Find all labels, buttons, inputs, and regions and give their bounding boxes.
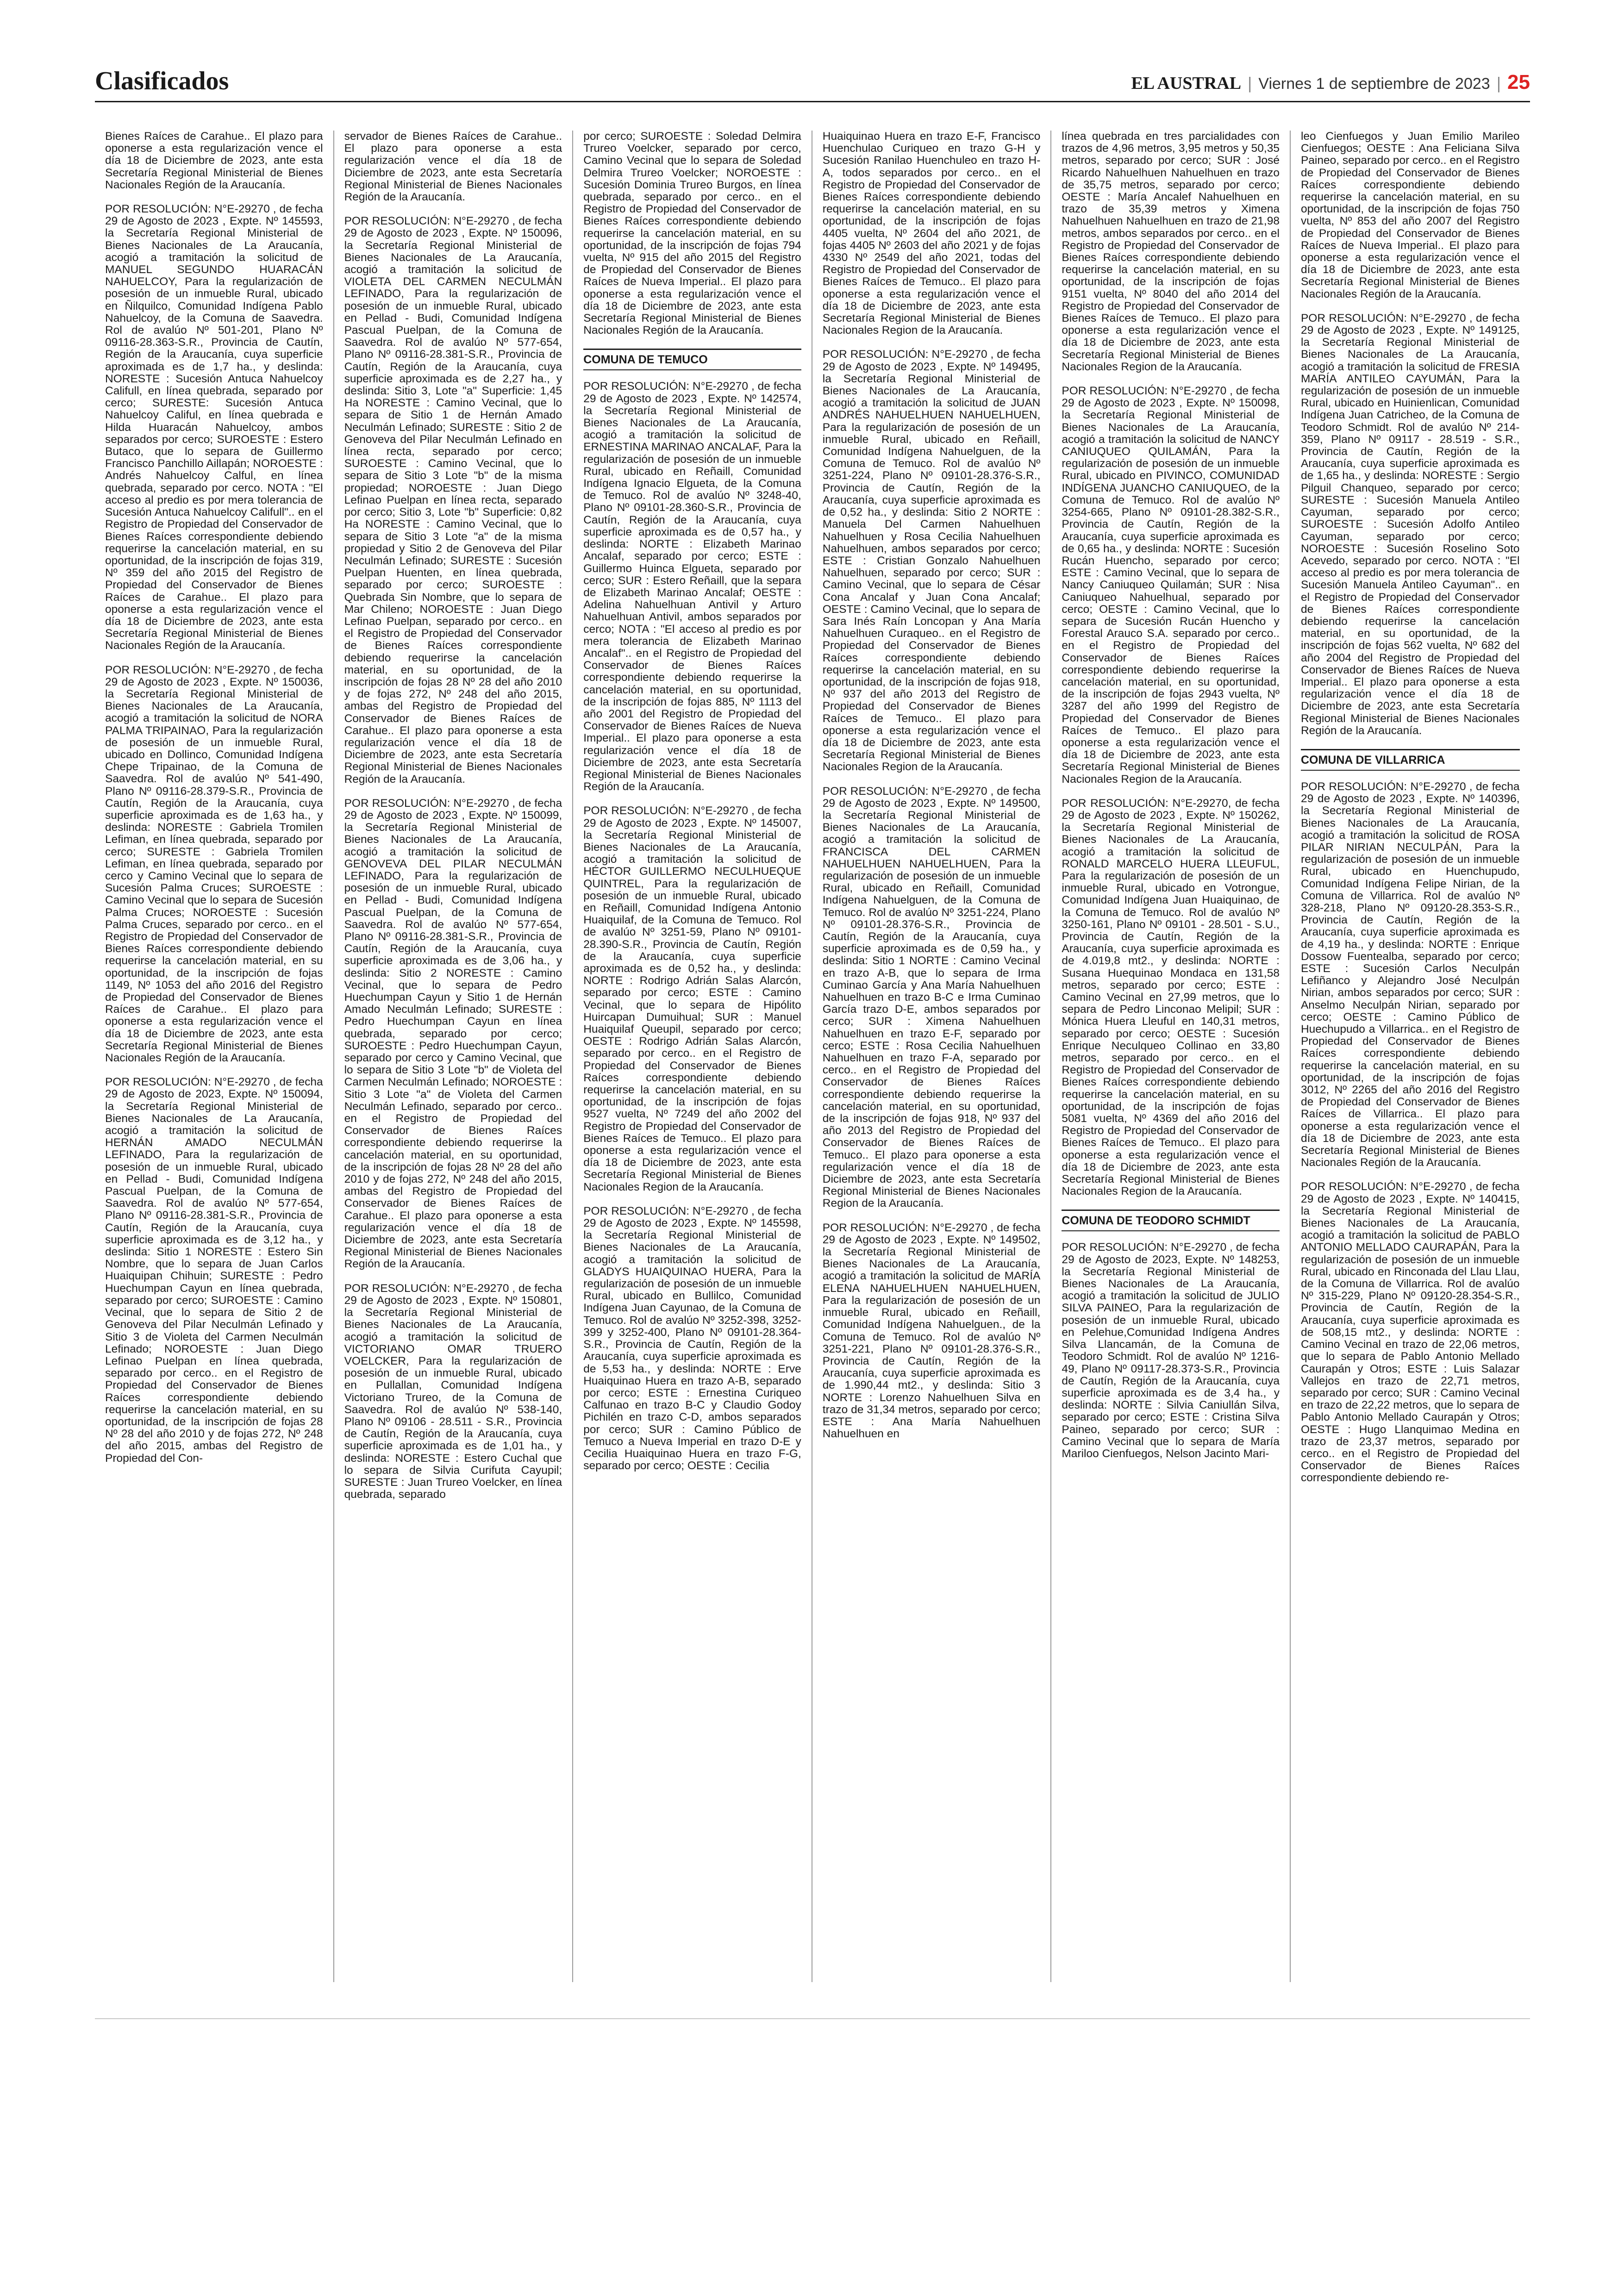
column-3 xyxy=(573,131,812,1982)
legal-notice: POR RESOLUCIÓN: N°E-29270 , de fecha 29 de Agosto de 2023 , Expte. Nº 145593, la Secretaría Regional Ministerial de Bienes Nacionales de La Araucanía, acogió a tramitación la solicitud de MANUEL SEGUNDO HUARACÁN NAHUELCOY, Para la regularización de posesión de un inmueble Rural, ubicado en Ñilquilco, Comunidad Indígena Pablo Nahuelcoy, de la Comuna de Saavedra. Rol de avalúo Nº 501-201, Plano Nº 09116-28.363-S.R., Provincia de Cautín, Región de la Araucanía, cuya superficie aproximada es de 1,7 ha., y deslinda: NORESTE : Sucesión Antuca Nahuelcoy Califull, en línea quebrada, separado por cerco; SURESTE: Sucesión Antuca Nahuelcoy Califul, en línea quebrada e Hilda Huaracán Nahuelcoy, ambos separados por cerco; SUROESTE : Estero Butaco, que lo separa de Guillermo Francisco Panchillo Aillapán; NOROESTE : Andrés Nahuelcoy Calful, en línea quebrada, separado por cerco. NOTA : "El acceso al predio es por mera tolerancia de Sucesión Antuca Nahuelcoy Califull".. en el Registro de Propiedad del Conservador de Bienes Raíces correspondiente debiendo requerirse la cancelación material, en su oportunidad, de la inscripción de fojas 319, Nº 359 del año 2015 del Registro de Propiedad del Conservador de Bienes Raíces de Carahue.. El plazo para oponerse a esta regularización vence el día 18 de Diciembre de 2023, ante esta Secretaría Regional Ministerial de Bienes Nacionales Región de la Araucanía. xyxy=(105,203,323,652)
legal-notice: POR RESOLUCIÓN: N°E-29270 , de fecha 29 de Agosto de 2023 , Expte. Nº 145007, la Secretaría Regional Ministerial de Bienes Nacionales de La Araucanía, acogió a tramitación la solicitud de HÉCTOR GUILLERMO NECULHUEQUE QUINTREL, Para la regularización de posesión de un inmueble Rural, ubicado en Reñaill, Comunidad Indígena Antonio Huaiquilaf, de la Comuna de Temuco. Rol de avalúo Nº 3251-59, Plano Nº 09101-28.390-S.R., Provincia de Cautín, Región de la Araucanía, cuya superficie aproximada es de 0,52 ha., y deslinda: NORTE : Rodrigo Adrián Salas Alarcón, separado por cerco; ESTE : Camino Vecinal, que lo separa de Hipólito Huircapan Dumuihual; SUR : Manuel Huaiquilaf Queupil, separado por cerco; OESTE : Rodrigo Adrián Salas Alarcón, separado por cerco.. en el Registro de Propiedad del Conservador de Bienes Raíces correspondiente debiendo requerirse la cancelación material, en su oportunidad, de la inscripción de fojas 9527 vuelta, Nº 7249 del año 2002 del Registro de Propiedad del Conservador de Bienes Raíces de Temuco.. El plazo para oponerse a esta regularización vence el día 18 de Diciembre de 2023, ante esta Secretaría Regional Ministerial de Bienes Nacionales Region de la Araucanía. xyxy=(583,804,801,1193)
resolution-label: POR RESOLUCIÓN: xyxy=(822,348,929,361)
resolution-label: POR RESOLUCIÓN: xyxy=(822,1221,929,1234)
legal-notice: servador de Bienes Raíces de Carahue.. El plazo para oponerse a esta regularización vence el día 18 de Diciembre de 2023, ante esta Secretaría Regional Ministerial de Bienes Nacionales Región de la Araucanía. xyxy=(344,131,562,204)
legal-notice: POR RESOLUCIÓN: N°E-29270 , de fecha 29 de Agosto de 2023 , Expte. Nº 140396, la Secretaría Regional Ministerial de Bienes Nacionales de La Araucanía, acogió a tramitación la solicitud de ROSA PILAR NIRIAN NECULPÁN, Para la regularización de posesión de un inmueble Rural, ubicado en Huenchupudo, Comunidad Indígena Felipe Nirian, de la Comuna de Villarrica. Rol de avalúo Nº 328-218, Plano Nº 09120-28.353-S.R., Provincia de Cautín, Región de la Araucanía, cuya superficie aproximada es de 4,19 ha., y deslinda: NORTE : Enrique Dossow Fuentealba, separado por cerco; ESTE : Sucesión Carlos Neculpán Lefiñanco y Alejandro José Neculpán Nirian, ambos separados por cerco; SUR : Anselmo Neculpán Nirian, separado por cerco; OESTE : Camino Público de Huechupudo a Villarrica.. en el Registro de Propiedad del Conservador de Bienes Raíces correspondiente debiendo requerirse la cancelación material, en su oportunidad, de la inscripción de fojas 3012, Nº 2265 del año 2016 del Registro de Propiedad del Conservador de Bienes Raíces de Villarrica.. El plazo para oponerse a esta regularización vence el día 18 de Diciembre de 2023, ante esta Secretaría Regional Ministerial de Bienes Nacionales Región de la Araucanía. xyxy=(1300,780,1520,1169)
legal-notice: POR RESOLUCIÓN: N°E-29270 , de fecha 29 de Agosto de 2023 , Expte. Nº 150099, la Secretaría Regional Ministerial de Bienes Nacionales de La Araucanía, acogió a tramitación la solicitud de GENOVEVA DEL PILAR NECULMÁN LEFINADO, Para la regularización de posesión de un inmueble Rural, ubicado en Pellad - Budi, Comunidad Indígena Pascual Puelpan, de la Comuna de Saavedra. Rol de avalúo Nº 577-654, Plano Nº 09116-28.381-S.R., Provincia de Cautín, Región de la Araucanía, cuya superficie aproximada es de 3,06 ha., y deslinda: Sitio 2 NORESTE : Camino Vecinal, que lo separa de Pedro Huechumpan Cayun y Sitio 1 de Hernán Amado Neculmán Lefinado; SURESTE : Pedro Huechumpan Cayun en línea quebrada, separado por cerco; SUROESTE : Pedro Huechumpan Cayun, separado por cerco y Camino Vecinal, que lo separa de Sitio 3 Lote "b" de Violeta del Carmen Neculmán Lefinado; NOROESTE : Sitio 3 Lote "a" de Violeta del Carmen Neculmán Lefinado, separado por cerco.. en el Registro de Propiedad del Conservador de Bienes Raíces correspondiente debiendo requerirse la cancelación material, en su oportunidad, de la inscripción de fojas 28 Nº 28 del año 2010 y de fojas 272, Nº 248 del año 2015, ambas del Registro de Propiedad del Conservador de Bienes Raíces de Carahue.. El plazo para oponerse a esta regularización vence el día 18 de Diciembre de 2023, ante esta Secretaría Regional Ministerial de Bienes Nacionales Región de la Araucanía. xyxy=(344,797,562,1271)
legal-notice: POR RESOLUCIÓN: N°E-29270 , de fecha 29 de Agosto de 2023 , Expte. Nº 150801, la Secretaría Regional Ministerial de Bienes Nacionales de La Araucanía, acogió a tramitación la solicitud de VICTORIANO OMAR TRUERO VOELCKER, Para la regularización de posesión de un inmueble Rural, ubicado en Pullallan, Comunidad Indígena Victoriano Trureo, de la Comuna de Saavedra. Rol de avalúo Nº 538-140, Plano Nº 09106 - 28.511 - S.R., Provincia de Cautín, Región de la Araucanía, cuya superficie aproximada es de 1,01 ha., y deslinda: NORESTE : Estero Cuchal que lo separa de Silvia Curifuta Cayupil; SURESTE : Juan Trureo Voelcker, en línea quebrada, separado xyxy=(344,1282,562,1501)
column-5 xyxy=(1051,131,1291,1982)
page-number: 25 xyxy=(1507,71,1530,94)
masthead-info xyxy=(1131,71,1530,94)
comuna-heading: COMUNA DE TEMUCO xyxy=(583,349,801,370)
header-separator-2: | xyxy=(1496,74,1501,93)
classifieds-columns xyxy=(95,131,1530,1982)
column-2 xyxy=(334,131,574,1982)
legal-notice: POR RESOLUCIÓN: N°E-29270 , de fecha 29 de Agosto de 2023 , Expte. Nº 150098, la Secretaría Regional Ministerial de Bienes Nacionales de La Araucanía, acogió a tramitación la solicitud de NANCY CANIUQUEO QUILAMÁN, Para la regularización de posesión de un inmueble Rural, ubicado en PIVINCO, COMUNIDAD INDÍGENA JUANCHO CANIUQUEO, de la Comuna de Temuco. Rol de avalúo Nº 3254-665, Plano Nº 09101-28.382-S.R., Provincia de Cautín, Región de la Araucanía, cuya superficie aproximada es de 0,65 ha., y deslinda: NORTE : Sucesión Rucán Huencho, separado por cerco; ESTE : Camino Vecinal, que lo separa de Nancy Caniuqueo Quilamán; SUR : Nisa Caniuqueo Nahuelhual, separado por cerco; OESTE : Camino Vecinal, que lo separa de Sucesión Rucán Huencho y Forestal Arauco S.A. separado por cerco.. en el Registro de Propiedad del Conservador de Bienes Raíces correspondiente debiendo requerirse la cancelación material, en su oportunidad, de la inscripción de fojas 2943 vuelta, Nº 3287 del año 1999 del Registro de Propiedad del Conservador de Bienes Raíces de Temuco.. El plazo para oponerse a esta regularización vence el día 18 de Diciembre de 2023, ante esta Secretaría Regional Ministerial de Bienes Nacionales Region de la Araucanía. xyxy=(1062,385,1280,786)
legal-notice: POR RESOLUCIÓN: N°E-29270 , de fecha 29 de Agosto de 2023 , Expte. Nº 150096, la Secretaría Regional Ministerial de Bienes Nacionales de La Araucanía, acogió a tramitación la solicitud de VIOLETA DEL CARMEN NECULMÁN LEFINADO, Para la regularización de posesión de un inmueble Rural, ubicado en Pellad - Budi, Comunidad Indígena Pascual Puelpan, de la Comuna de Saavedra. Rol de avalúo Nº 577-654, Plano Nº 09116-28.381-S.R., Provincia de Cautín, Región de la Araucanía, cuya superficie aproximada es de 2,27 ha., y deslinda: Sitio 3, Lote "a" Superficie: 1,45 Ha NORESTE : Camino Vecinal, que lo separa de Sitio 1 de Hernán Amado Neculmán Lefinado; SURESTE : Sitio 2 de Genoveva del Pilar Neculmán Lefinado en línea recta, separado por cerco; SUROESTE : Camino Vecinal, que lo separa de Sitio 3 Lote "b" de la misma propiedad; NOROESTE : Juan Diego Lefinao Puelpan en línea recta, separado por cerco; Sitio 3, Lote "b" Superficie: 0,82 Ha NORESTE : Camino Vecinal, que lo separa de Sitio 3 Lote "a" de la misma propiedad y Sitio 2 de Genoveva del Pilar Neculmán Lefinado; SURESTE : Sucesión Puelpan Huenten, en línea quebrada, separado por cerco; SUROESTE : Quebrada Sin Nombre, que lo separa de Mar Chileno; NOROESTE : Juan Diego Lefinao Puelpan, separado por cerco.. en el Registro de Propiedad del Conservador de Bienes Raíces correspondiente debiendo requerirse la cancelación material, en su oportunidad, de la inscripción de fojas 28 Nº 28 del año 2010 y de fojas 272, Nº 248 del año 2015, ambas del Registro de Propiedad del Conservador de Bienes Raíces de Carahue.. El plazo para oponerse a esta regularización vence el día 18 de Diciembre de 2023, ante esta Secretaría Regional Ministerial de Bienes Nacionales Región de la Araucanía. xyxy=(344,215,562,786)
legal-notice: POR RESOLUCIÓN: N°E-29270 , de fecha 29 de Agosto de 2023 , Expte. Nº 149125, la Secretaría Regional Ministerial de Bienes Nacionales de La Araucanía, acogió a tramitación la solicitud de FRESIA MARÍA ANTILEO CAYUMÁN, Para la regularización de posesión de un inmueble Rural, ubicado en Huinienlican, Comunidad Indígena Juan Catricheo, de la Comuna de Teodoro Schmidt. Rol de avalúo Nº 214-359, Plano Nº 09117 - 28.519 - S.R., Provincia de Cautín, Región de la Araucanía, cuya superficie aproximada es de 1,65 ha., y deslinda: NORESTE : Sergio Pilguil Chanqueo, separado por cerco; SURESTE : Sucesión Manuela Antileo Cayuman, separado por cerco; SUROESTE : Sucesión Adolfo Antileo Cayuman, separado por cerco; NOROESTE : Sucesión Roselino Soto Acevedo, separado por cerco. NOTA : "El acceso al predio es por mera tolerancia de Sucesión Manuela Antileo Cayuman".. en el Registro de Propiedad del Conservador de Bienes Raíces correspondiente debiendo requerirse la cancelación material, en su oportunidad, de la inscripción de fojas 562 vuelta, Nº 682 del año 2004 del Registro de Propiedad del Conservador de Bienes Raíces de Nueva Imperial.. El plazo para oponerse a esta regularización vence el día 18 de Diciembre de 2023, ante esta Secretaría Regional Ministerial de Bienes Nacionales Región de la Araucanía. xyxy=(1300,312,1520,737)
resolution-label: POR RESOLUCIÓN: xyxy=(105,1076,211,1089)
comuna-heading: COMUNA DE TEODORO SCHMIDT xyxy=(1062,1210,1280,1231)
legal-notice: Bienes Raíces de Carahue.. El plazo para oponerse a esta regularización vence el día 18 de Diciembre de 2023, ante esta Secretaría Regional Ministerial de Bienes Nacionales Región de la Araucanía. xyxy=(105,131,323,191)
resolution-label: POR RESOLUCIÓN: xyxy=(344,1282,450,1295)
resolution-label: POR RESOLUCIÓN: xyxy=(1300,1180,1407,1193)
legal-notice: POR RESOLUCIÓN: N°E-29270 , de fecha 29 de Agosto de 2023 , Expte. Nº 142574, la Secretaría Regional Ministerial de Bienes Nacionales de La Araucanía, acogió a tramitación la solicitud de ERNESTINA MARINAO ANCALAF, Para la regularización de posesión de un inmueble Rural, ubicado en Reñaill, Comunidad Indígena Ignacio Elgueta, de la Comuna de Temuco. Rol de avalúo Nº 3248-40, Plano Nº 09101-28.360-S.R., Provincia de Cautín, Región de la Araucanía, cuya superficie aproximada es de 0,57 ha., y deslinda: NORTE : Elizabeth Marinao Ancalaf, separado por cerco; ESTE : Guillermo Huinca Elgueta, separado por cerco; SUR : Estero Reñaill, que la separa de Elizabeth Marinao Ancalaf; OESTE : Adelina Nahuelhuan Antivil y Arturo Nahuelhuan Antivil, ambos separados por cerco; NOTA : "El acceso al predio es por mera tolerancia de Elizabeth Marinao Ancalaf".. en el Registro de Propiedad del Conservador de Bienes Raíces correspondiente debiendo requerirse la cancelación material, en su oportunidad, de la inscripción de fojas 885, Nº 1113 del año 2001 del Registro de Propiedad del Conservador de Bienes Raíces de Nueva Imperial.. El plazo para oponerse a esta regularización vence el día 18 de Diciembre de 2023, ante esta Secretaría Regional Ministerial de Bienes Nacionales Región de la Araucanía. xyxy=(583,380,801,793)
legal-notice: POR RESOLUCIÓN: N°E-29270 , de fecha 29 de Agosto de 2023 , Expte. Nº 140415, la Secretaría Regional Ministerial de Bienes Nacionales de La Araucanía, acogió a tramitación la solicitud de PABLO ANTONIO MELLADO CAURAPÁN, Para la regularización de posesión de un inmueble Rural, ubicado en Rinconada del Llau Llau, de la Comuna de Villarrica. Rol de avalúo Nº 315-229, Plano Nº 09120-28.354-S.R., Provincia de Cautín, Región de la Araucanía, cuya superficie aproximada es de 508,15 mt2., y deslinda: NORTE : Camino Vecinal en trazo de 22,06 metros, que lo separa de Pablo Antonio Mellado Caurapán y Otros; ESTE : Luis Salazar Vallejos en trazo de 22,71 metros, separado por cerco; SUR : Camino Vecinal en trazo de 22,22 metros, que lo separa de Pablo Antonio Mellado Caurapán y Otros; OESTE : Hugo Llanquimao Medina en trazo de 23,37 metros, separado por cerco.. en el Registro de Propiedad del Conservador de Bienes Raíces correspondiente debiendo re- xyxy=(1300,1180,1520,1484)
section-title: Clasificados xyxy=(95,67,229,95)
resolution-label: POR RESOLUCIÓN: xyxy=(1062,385,1168,398)
resolution-label: POR RESOLUCIÓN: xyxy=(583,804,690,817)
resolution-label: POR RESOLUCIÓN: xyxy=(583,380,690,393)
resolution-label: POR RESOLUCIÓN: xyxy=(105,203,211,216)
legal-notice: POR RESOLUCIÓN: N°E-29270 , de fecha 29 de Agosto de 2023, Expte. Nº 150094, la Secretaría Regional Ministerial de Bienes Nacionales de La Araucanía, acogió a tramitación la solicitud de HERNÁN AMADO NECULMÁN LEFINADO, Para la regularización de posesión de un inmueble Rural, ubicado en Pellad - Budi, Comunidad Indígena Pascual Puelpan, de la Comuna de Saavedra. Rol de avalúo Nº 577-654, Plano Nº 09116-28.381-S.R., Provincia de Cautín, Región de la Araucanía, cuya superficie aproximada es de 3,12 ha., y deslinda: Sitio 1 NORESTE : Estero Sin Nombre, que lo separa de Juan Carlos Huaiquipan Chihuin; SURESTE : Pedro Huechumpan Cayun en línea quebrada, separado por cerco; SUROESTE : Camino Vecinal, que lo separa de Sitio 2 de Genoveva del Pilar Neculmán Lefinado y Sitio 3 de Violeta del Carmen Neculmán Lefinado; NOROESTE : Juan Diego Lefinao Puelpan en línea quebrada, separado por cerco.. en el Registro de Propiedad del Conservador de Bienes Raíces correspondiente debiendo requerirse la cancelación material, en su oportunidad, de la inscripción de fojas 28 Nº 28 del año 2010 y de fojas 272, Nº 248 del año 2015, ambas del Registro de Propiedad del Con- xyxy=(105,1076,323,1465)
legal-notice: POR RESOLUCIÓN: N°E-29270 , de fecha 29 de Agosto de 2023 , Expte. Nº 149495, la Secretaría Regional Ministerial de Bienes Nacionales de La Araucanía, acogió a tramitación la solicitud de JUAN ANDRÉS NAHUELHUEN NAHUELHUEN, Para la regularización de posesión de un inmueble Rural, ubicado en Reñaill, Comunidad Indígena Nahuelguen, de la Comuna de Temuco. Rol de avalúo Nº 3251-224, Plano Nº 09101-28.376-S.R., Provincia de Cautín, Región de la Araucanía, cuya superficie aproximada es de 0,52 ha., y deslinda: Sitio 2 NORTE : Manuela Del Carmen Nahuelhuen Nahuelhuen y Rosa Cecilia Nahuelhuen Nahuelhuen, ambos separados por cerco; ESTE : Cristian Gonzalo Nahuelhuen Nahuelhuen, separado por cerco; SUR : Camino Vecinal, que lo separa de César Cona Ancalaf y Juan Cona Ancalaf; OESTE : Camino Vecinal, que lo separa de Sara Inés Raín Loncopan y Ana María Nahuelhuen Curaqueo.. en el Registro de Propiedad del Conservador de Bienes Raíces correspondiente debiendo requerirse la cancelación material, en su oportunidad, de la inscripción de fojas 918, Nº 937 del año 2013 del Registro de Propiedad del Conservador de Bienes Raíces de Temuco.. El plazo para oponerse a esta regularización vence el día 18 de Diciembre de 2023, ante esta Secretaría Regional Ministerial de Bienes Nacionales Region de la Araucanía. xyxy=(822,348,1041,773)
footer-rule xyxy=(95,2018,1530,2019)
column-1 xyxy=(95,131,334,1982)
legal-notice: POR RESOLUCIÓN: N°E-29270 , de fecha 29 de Agosto de 2023 , Expte. Nº 145598, la Secretaría Regional Ministerial de Bienes Nacionales de La Araucanía, acogió a tramitación la solicitud de GLADYS HUAIQUINAO HUERA, Para la regularización de posesión de un inmueble Rural, ubicado en Bullilco, Comunidad Indígena Juan Cayunao, de la Comuna de Temuco. Rol de avalúo Nº 3252-398, 3252-399 y 3252-400, Plano Nº 09101-28.364-S.R., Provincia de Cautín, Región de la Araucanía, cuya superficie aproximada es de 5,53 ha., y deslinda: NORTE : Erve Huaiquinao Huera en trazo A-B, separado por cerco; ESTE : Ernestina Curiqueo Calfunao en trazo B-C y Claudio Godoy Pichilén en trazo C-D, ambos separados por cerco; SUR : Camino Público de Temuco a Nueva Imperial en trazo D-E y Cecilia Huaiquinao Huera en trazo F-G, separado por cerco; OESTE : Cecilia xyxy=(583,1204,801,1472)
legal-notice: POR RESOLUCIÓN: N°E-29270, de fecha 29 de Agosto de 2023 , Expte. Nº 150262, la Secretaría Regional Ministerial de Bienes Nacionales de La Araucanía, acogió a tramitación la solicitud de RONALD MARCELO HUERA LLEUFUL, Para la regularización de posesión de un inmueble Rural, ubicado en Votrongue, Comunidad Indígena Juan Huaiquinao, de la Comuna de Temuco. Rol de avalúo Nº 3250-161, Plano Nº 09101 - 28.501 - S.U., Provincia de Cautín, Región de la Araucanía, cuya superficie aproximada es de 4.019,8 mt2., y deslinda: NORTE : Susana Huequinao Mondaca en 131,58 metros, separado por cerco; ESTE : Camino Vecinal en 27,99 metros, que lo separa de Pedro Linconao Melipil; SUR : Mónica Huera Lleuful en 140,31 metros, separado por cerco; OESTE : Sucesión Enrique Neculqueo Collinao en 33,80 metros, separado por cerco.. en el Registro de Propiedad del Conservador de Bienes Raíces correspondiente debiendo requerirse la cancelación material, en su oportunidad, de la inscripción de fojas 5081 vuelta, Nº 4369 del año 2016 del Registro de Propiedad del Conservador de Bienes Raíces de Temuco.. El plazo para oponerse a esta regularización vence el día 18 de Diciembre de 2023, ante esta Secretaría Regional Ministerial de Bienes Nacionales Region de la Araucanía. xyxy=(1062,797,1280,1198)
resolution-label: POR RESOLUCIÓN: xyxy=(344,215,450,228)
column-4 xyxy=(812,131,1052,1982)
resolution-label: POR RESOLUCIÓN: xyxy=(1300,780,1407,793)
comuna-heading: COMUNA DE VILLARRICA xyxy=(1301,749,1520,771)
header-rule xyxy=(95,101,1530,102)
legal-notice: POR RESOLUCIÓN: N°E-29270 , de fecha 29 de Agosto de 2023 , Expte. Nº 149500, la Secretaría Regional Ministerial de Bienes Nacionales de La Araucanía, acogió a tramitación la solicitud de FRANCISCA DEL CARMEN NAHUELHUEN NAHUELHUEN, Para la regularización de posesión de un inmueble Rural, ubicado en Reñaill, Comunidad Indígena Nahuelguen, de la Comuna de Temuco. Rol de avalúo Nº 3251-224, Plano Nº 09101-28.376-S.R., Provincia de Cautín, Región de la Araucanía, cuya superficie aproximada es de 0,59 ha., y deslinda: Sitio 1 NORTE : Camino Vecinal en trazo A-B, que lo separa de Irma Cuminao García y Ana María Nahuelhuen Nahuelhuen en trazo B-C e Irma Cuminao García trazo D-E, ambos separados por cerco; SUR : Ximena Nahuelhuen Nahuelhuen en trazo E-F, separado por cerco; ESTE : Rosa Cecilia Nahuelhuen Nahuelhuen en trazo F-A, separado por cerco.. en el Registro de Propiedad del Conservador de Bienes Raíces correspondiente debiendo requerirse la cancelación material, en su oportunidad, de la inscripción de fojas 918, Nº 937 del año 2013 del Registro de Propiedad del Conservador de Bienes Raíces de Temuco.. El plazo para oponerse a esta regularización vence el día 18 de Diciembre de 2023, ante esta Secretaría Regional Ministerial de Bienes Nacionales Region de la Araucanía. xyxy=(822,785,1041,1210)
legal-notice: POR RESOLUCIÓN: N°E-29270 , de fecha 29 de Agosto de 2023 , Expte. Nº 149502, la Secretaría Regional Ministerial de Bienes Nacionales de La Araucanía, acogió a tramitación la solicitud de MARÍA ELENA NAHUELHUEN NAHUELHUEN, Para la regularización de posesión de un inmueble Rural, ubicado en Reñaill, Comunidad Indígena Nahuelguen., de la Comuna de Temuco. Rol de avalúo Nº 3251-221, Plano Nº 09101-28.376-S.R., Provincia de Cautín, Región de la Araucanía, cuya superficie aproximada es de 1.990,44 mt2., y deslinda: Sitio 3 NORTE : Lorenzo Nahuelhuen Silva en trazo de 31,34 metros, separado por cerco; ESTE : Ana María Nahuelhuen Nahuelhuen en xyxy=(822,1221,1041,1441)
resolution-label: POR RESOLUCIÓN: xyxy=(344,797,450,810)
resolution-label: POR RESOLUCIÓN: xyxy=(1300,312,1407,324)
issue-date: Viernes 1 de septiembre de 2023 xyxy=(1258,75,1490,93)
resolution-label: POR RESOLUCIÓN: xyxy=(822,785,929,798)
resolution-label: POR RESOLUCIÓN: xyxy=(105,663,211,676)
resolution-label: POR RESOLUCIÓN: xyxy=(1062,797,1168,810)
legal-notice: Huaiquinao Huera en trazo E-F, Francisco Huenchulao Curiqueo en trazo G-H y Sucesión Ranilao Huenchuleo en trazo H-A, todos separados por cerco.. en el Registro de Propiedad del Conservador de Bienes Raíces correspondiente debiendo requerirse la cancelación material, en su oportunidad, de la inscripción de fojas 4405 vuelta, Nº 2604 del año 2021, de fojas 4405 Nº 2603 del año 2021 y de fojas 4330 Nº 2549 del año 2021, todas del Registro de Propiedad del Conservador de Bienes Raíces de Temuco.. El plazo para oponerse a esta regularización vence el día 18 de Diciembre de 2023, ante esta Secretaría Regional Ministerial de Bienes Nacionales Region de la Araucanía. xyxy=(822,131,1041,337)
legal-notice: POR RESOLUCIÓN: N°E-29270 , de fecha 29 de Agosto de 2023 , Expte. Nº 150036, la Secretaría Regional Ministerial de Bienes Nacionales de La Araucanía, acogió a tramitación la solicitud de NORA PALMA TRIPAINAO, Para la regularización de posesión de un inmueble Rural, ubicado en Dollinco, Comunidad Indígena Chepe Tripainao, de la Comuna de Saavedra. Rol de avalúo Nº 541-490, Plano Nº 09116-28.379-S.R., Provincia de Cautín, Región de la Araucanía, cuya superficie aproximada es de 1,63 ha., y deslinda: NORESTE : Gabriela Tromilen Lefiman, en línea quebrada, separado por cerco; SURESTE : Gabriela Tromilen Lefiman, en línea quebrada, separado por cerco y Camino Vecinal que lo separa de Sucesión Palma Cruces; SUROESTE : Camino Vecinal que lo separa de Sucesión Palma Cruces; NOROESTE : Sucesión Palma Cruces, separado por cerco.. en el Registro de Propiedad del Conservador de Bienes Raíces correspondiente debiendo requerirse la cancelación material, en su oportunidad, de la inscripción de fojas 1149, Nº 1053 del año 2016 del Registro de Propiedad del Conservador de Bienes Raíces de Carahue.. El plazo para oponerse a esta regularización vence el día 18 de Diciembre de 2023, ante esta Secretaría Regional Ministerial de Bienes Nacionales Región de la Araucanía. xyxy=(105,663,323,1065)
resolution-label: POR RESOLUCIÓN: xyxy=(583,1204,690,1217)
resolution-label: POR RESOLUCIÓN: xyxy=(1062,1241,1168,1254)
legal-notice: POR RESOLUCIÓN: N°E-29270 , de fecha 29 de Agosto de 2023, Expte. Nº 148253, la Secretaría Regional Ministerial de Bienes Nacionales de La Araucanía, acogió a tramitación la solicitud de JULIO SILVA PAINEO, Para la regularización de posesión de un inmueble Rural, ubicado en Pelehue,Comunidad Indígena Andres Silva Llancamán, de la Comuna de Teodoro Schmidt. Rol de avalúo Nº 1216-49, Plano Nº 09117-28.373-S.R., Provincia de Cautín, Región de la Araucanía, cuya superficie aproximada es de 3,4 ha., y deslinda: NORTE : Silvia Caniullán Silva, separado por cerco; ESTE : Cristina Silva Paineo, separado por cerco; SUR : Camino Vecinal que lo separa de María Mariloo Cienfuegos, Nelson Jacinto Mari- xyxy=(1062,1241,1280,1460)
column-6 xyxy=(1291,131,1530,1982)
legal-notice: por cerco; SUROESTE : Soledad Delmira Trureo Voelcker, separado por cerco, Camino Vecinal que lo separa de Soledad Delmira Trureo Voelcker; NOROESTE : Sucesión Dominia Trureo Burgos, en línea quebrada, separado por cerco.. en el Registro de Propiedad del Conservador de Bienes Raíces correspondiente debiendo requerirse la cancelación material, en su oportunidad, de la inscripción de fojas 794 vuelta, Nº 915 del año 2015 del Registro de Propiedad del Conservador de Bienes Raíces de Nueva Imperial.. El plazo para oponerse a esta regularización vence el día 18 de Diciembre de 2023, ante esta Secretaría Regional Ministerial de Bienes Nacionales Región de la Araucanía. xyxy=(583,131,801,337)
page-header xyxy=(95,62,1530,100)
legal-notice: línea quebrada en tres parcialidades con trazos de 4,96 metros, 3,95 metros y 50,35 metros, separado por cerco; SUR : José Ricardo Nahuelhuen Nahuelhuen en trazo de 35,75 metros, separado por cerco; OESTE : María Ancalef Nahuelhuen en trazo de 35,39 metros y Ximena Nahuelhuen Nahuelhuen en trazo de 21,98 metros, ambos separados por cerco.. en el Registro de Propiedad del Conservador de Bienes Raíces correspondiente debiendo requerirse la cancelación material, en su oportunidad, de la inscripción de fojas 9151 vuelta, Nº 8040 del año 2014 del Registro de Propiedad del Conservador de Bienes Raíces de Temuco.. El plazo para oponerse a esta regularización vence el día 18 de Diciembre de 2023, ante esta Secretaría Regional Ministerial de Bienes Nacionales Region de la Araucanía. xyxy=(1062,131,1280,373)
legal-notice: leo Cienfuegos y Juan Emilio Marileo Cienfuegos; OESTE : Ana Feliciana Silva Paineo, separado por cerco.. en el Registro de Propiedad del Conservador de Bienes Raíces correspondiente debiendo requerirse la cancelación material, en su oportunidad, de la inscripción de fojas 750 vuelta, Nº 853 del año 2007 del Registro de Propiedad del Conservador de Bienes Raíces de Nueva Imperial.. El plazo para oponerse a esta regularización vence el día 18 de Diciembre de 2023, ante esta Secretaría Regional Ministerial de Bienes Nacionales Región de la Araucanía. xyxy=(1300,131,1520,300)
header-separator: | xyxy=(1248,74,1252,93)
newspaper-name: EL AUSTRAL xyxy=(1131,74,1242,93)
